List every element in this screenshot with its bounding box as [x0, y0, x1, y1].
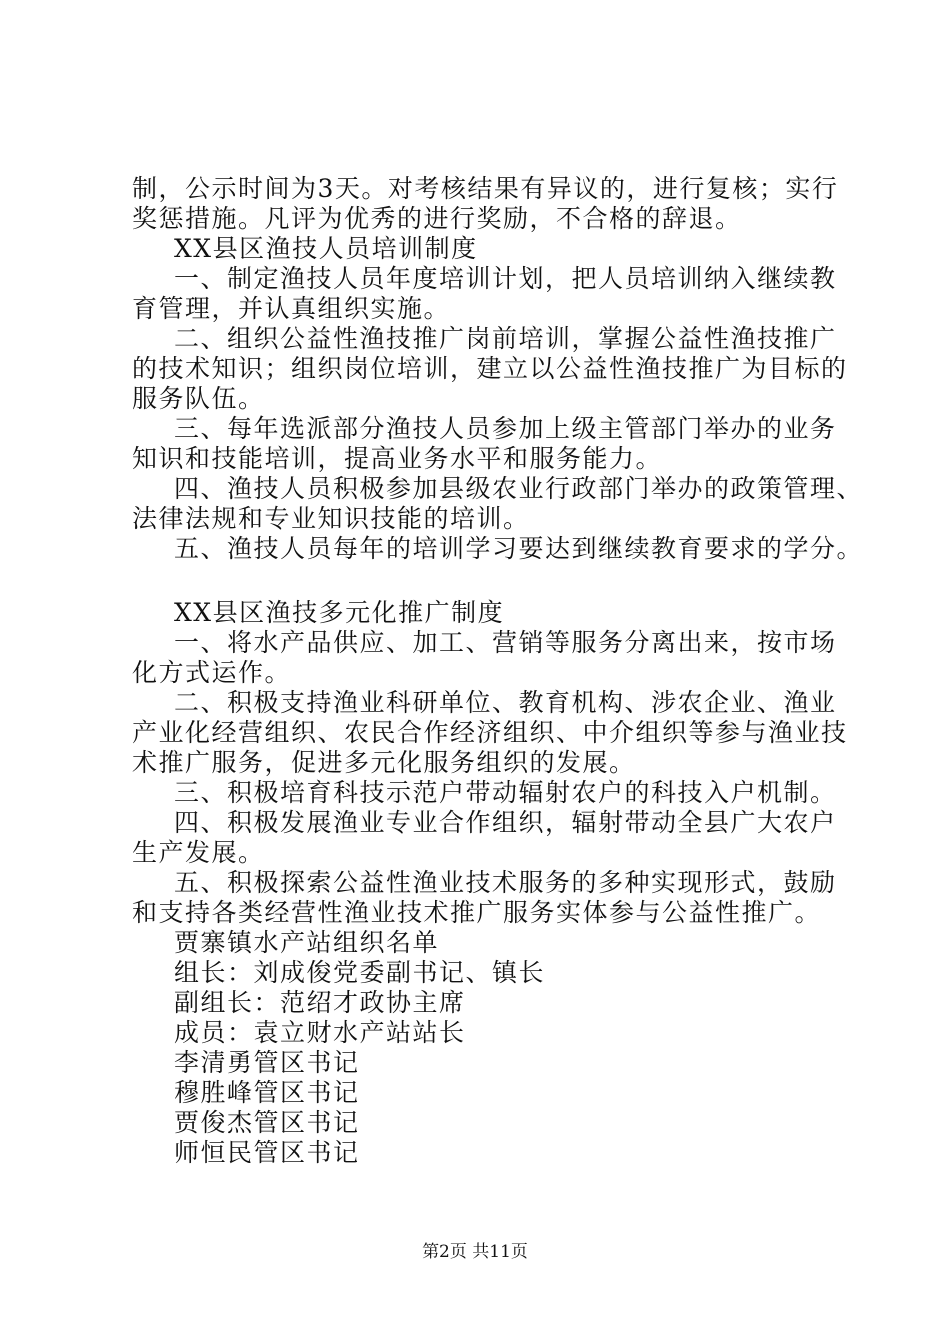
- paragraph-line: 奖惩措施。凡评为优秀的进行奖励，不合格的辞退。: [132, 204, 742, 233]
- document-body: [132, 174, 864, 1168]
- section-title: XX县区渔技多元化推广制度: [174, 598, 505, 627]
- paragraph-line: 服务队伍。: [132, 384, 265, 413]
- paragraph-line: 化方式运作。: [132, 658, 292, 687]
- paragraph-line: 法律法规和专业知识技能的培训。: [132, 504, 530, 533]
- paragraph-line: 三、每年选派部分渔技人员参加上级主管部门举办的业务: [174, 414, 837, 443]
- paragraph-line: 三、积极培育科技示范户带动辐射农户的科技入户机制。: [174, 778, 837, 807]
- member-line: 穆胜峰管区书记: [174, 1078, 360, 1107]
- paragraph-line: 知识和技能培训，提高业务水平和服务能力。: [132, 444, 663, 473]
- member-line: 李清勇管区书记: [174, 1048, 360, 1077]
- paragraph-line: 的技术知识；组织岗位培训，建立以公益性渔技推广为目标的: [132, 354, 848, 383]
- paragraph-line: 五、渔技人员每年的培训学习要达到继续教育要求的学分。: [174, 534, 864, 563]
- section-title: XX县区渔技人员培训制度: [174, 234, 478, 263]
- member-line: 副组长：范绍才政协主席: [174, 988, 466, 1017]
- paragraph-line: 生产发展。: [132, 838, 265, 867]
- section-gap: [132, 564, 832, 598]
- paragraph-line: 术推广服务，促进多元化服务组织的发展。: [132, 748, 636, 777]
- paragraph-line: 产业化经营组织、农民合作经济组织、中介组织等参与渔业技: [132, 718, 848, 747]
- section-title: 贾寨镇水产站组织名单: [174, 928, 440, 957]
- paragraph-line: 四、渔技人员积极参加县级农业行政部门举办的政策管理、: [174, 474, 864, 503]
- page-footer: 第2页 共11页: [422, 1242, 528, 1262]
- paragraph-line: 和支持各类经营性渔业技术推广服务实体参与公益性推广。: [132, 898, 822, 927]
- paragraph-line: 制，公示时间为3天。对考核结果有异议的，进行复核；实行: [132, 174, 839, 203]
- paragraph-line: 四、积极发展渔业专业合作组织，辐射带动全县广大农户: [174, 808, 837, 837]
- paragraph-line: 二、积极支持渔业科研单位、教育机构、涉农企业、渔业: [174, 688, 837, 717]
- member-line: 成员：袁立财水产站站长: [174, 1018, 466, 1047]
- member-line: 师恒民管区书记: [174, 1138, 360, 1167]
- paragraph-line: 一、制定渔技人员年度培训计划，把人员培训纳入继续教: [174, 264, 837, 293]
- paragraph-line: 一、将水产品供应、加工、营销等服务分离出来，按市场: [174, 628, 837, 657]
- member-line: 组长：刘成俊党委副书记、镇长: [174, 958, 546, 987]
- paragraph-line: 育管理，并认真组织实施。: [132, 294, 451, 323]
- member-line: 贾俊杰管区书记: [174, 1108, 360, 1137]
- paragraph-line: 二、组织公益性渔技推广岗前培训，掌握公益性渔技推广: [174, 324, 837, 353]
- paragraph-line: 五、积极探索公益性渔业技术服务的多种实现形式，鼓励: [174, 868, 837, 897]
